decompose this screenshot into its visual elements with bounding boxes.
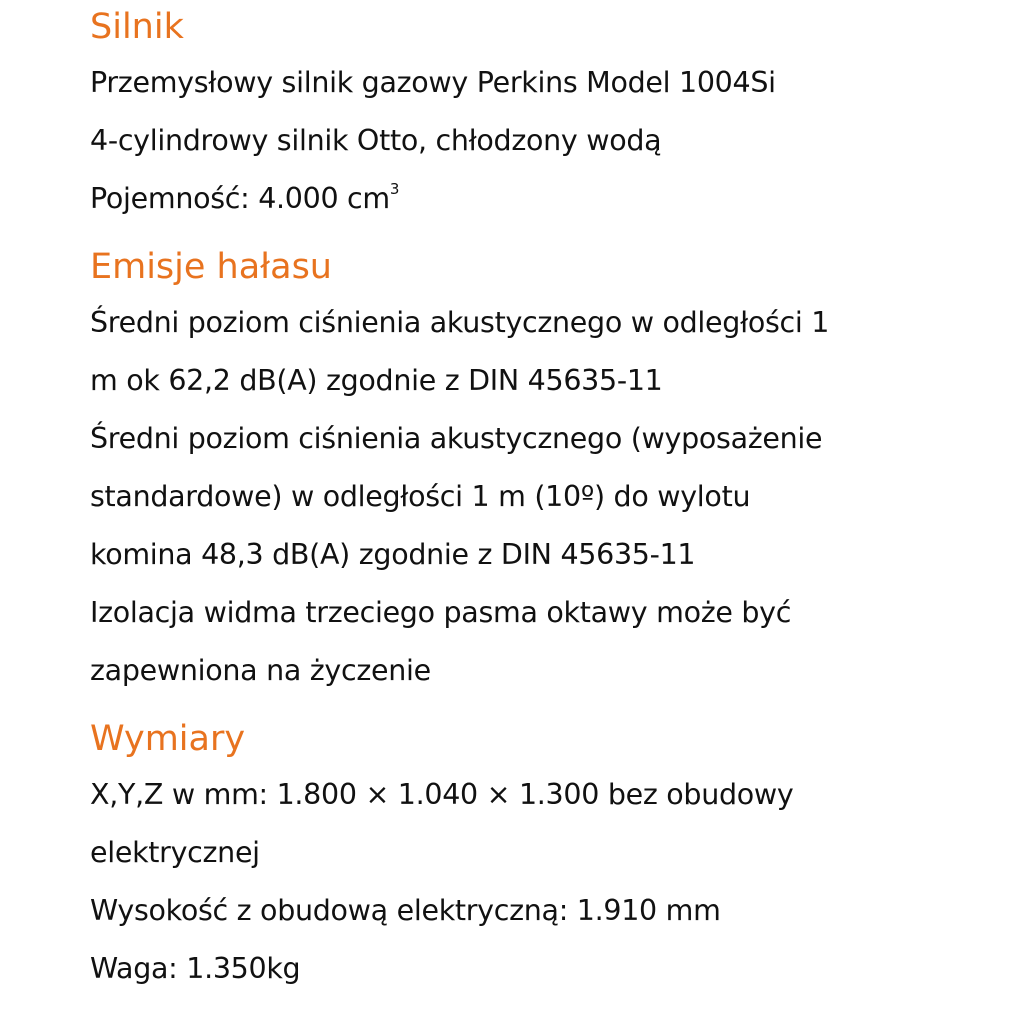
- spec-line: 4-cylindrowy silnik Otto, chłodzony wodą: [90, 124, 662, 157]
- spec-line: standardowe) w odległości 1 m (10º) do wylotu: [90, 480, 751, 513]
- spec-line: zapewniona na życzenie: [90, 654, 431, 687]
- spec-line-capacity: [90, 170, 994, 232]
- spec-line: Średni poziom ciśnienia akustycznego (wyposażenie: [90, 422, 823, 455]
- spec-line: m ok 62,2 dB(A) zgodnie z DIN 45635-11: [90, 364, 663, 397]
- spec-line: X,Y,Z w mm: 1.800 × 1.040 × 1.300 bez obudowy: [90, 778, 794, 811]
- section-heading-emisje: Emisje hałasu: [90, 247, 332, 287]
- spec-line: komina 48,3 dB(A) zgodnie z DIN 45635-11: [90, 538, 696, 571]
- section-wymiary: [90, 712, 994, 998]
- spec-line: Średni poziom ciśnienia akustycznego w odległości 1: [90, 306, 830, 339]
- spec-line: Izolacja widma trzeciego pasma oktawy może być: [90, 596, 792, 629]
- spec-line: Wysokość z obudową elektryczną: 1.910 mm: [90, 894, 721, 927]
- spec-line: Przemysłowy silnik gazowy Perkins Model 1004Si: [90, 66, 776, 99]
- section-silnik: [90, 0, 994, 232]
- section-emisje: [90, 240, 994, 700]
- section-heading-silnik: Silnik: [90, 7, 184, 47]
- capacity-text: Pojemność: 4.000 cm: [90, 182, 390, 215]
- capacity-superscript: 3: [389, 180, 400, 198]
- spec-line: elektrycznej: [90, 836, 260, 869]
- section-heading-wymiary: Wymiary: [90, 719, 246, 759]
- spec-document: [90, 0, 994, 998]
- spec-line: Waga: 1.350kg: [90, 952, 301, 985]
